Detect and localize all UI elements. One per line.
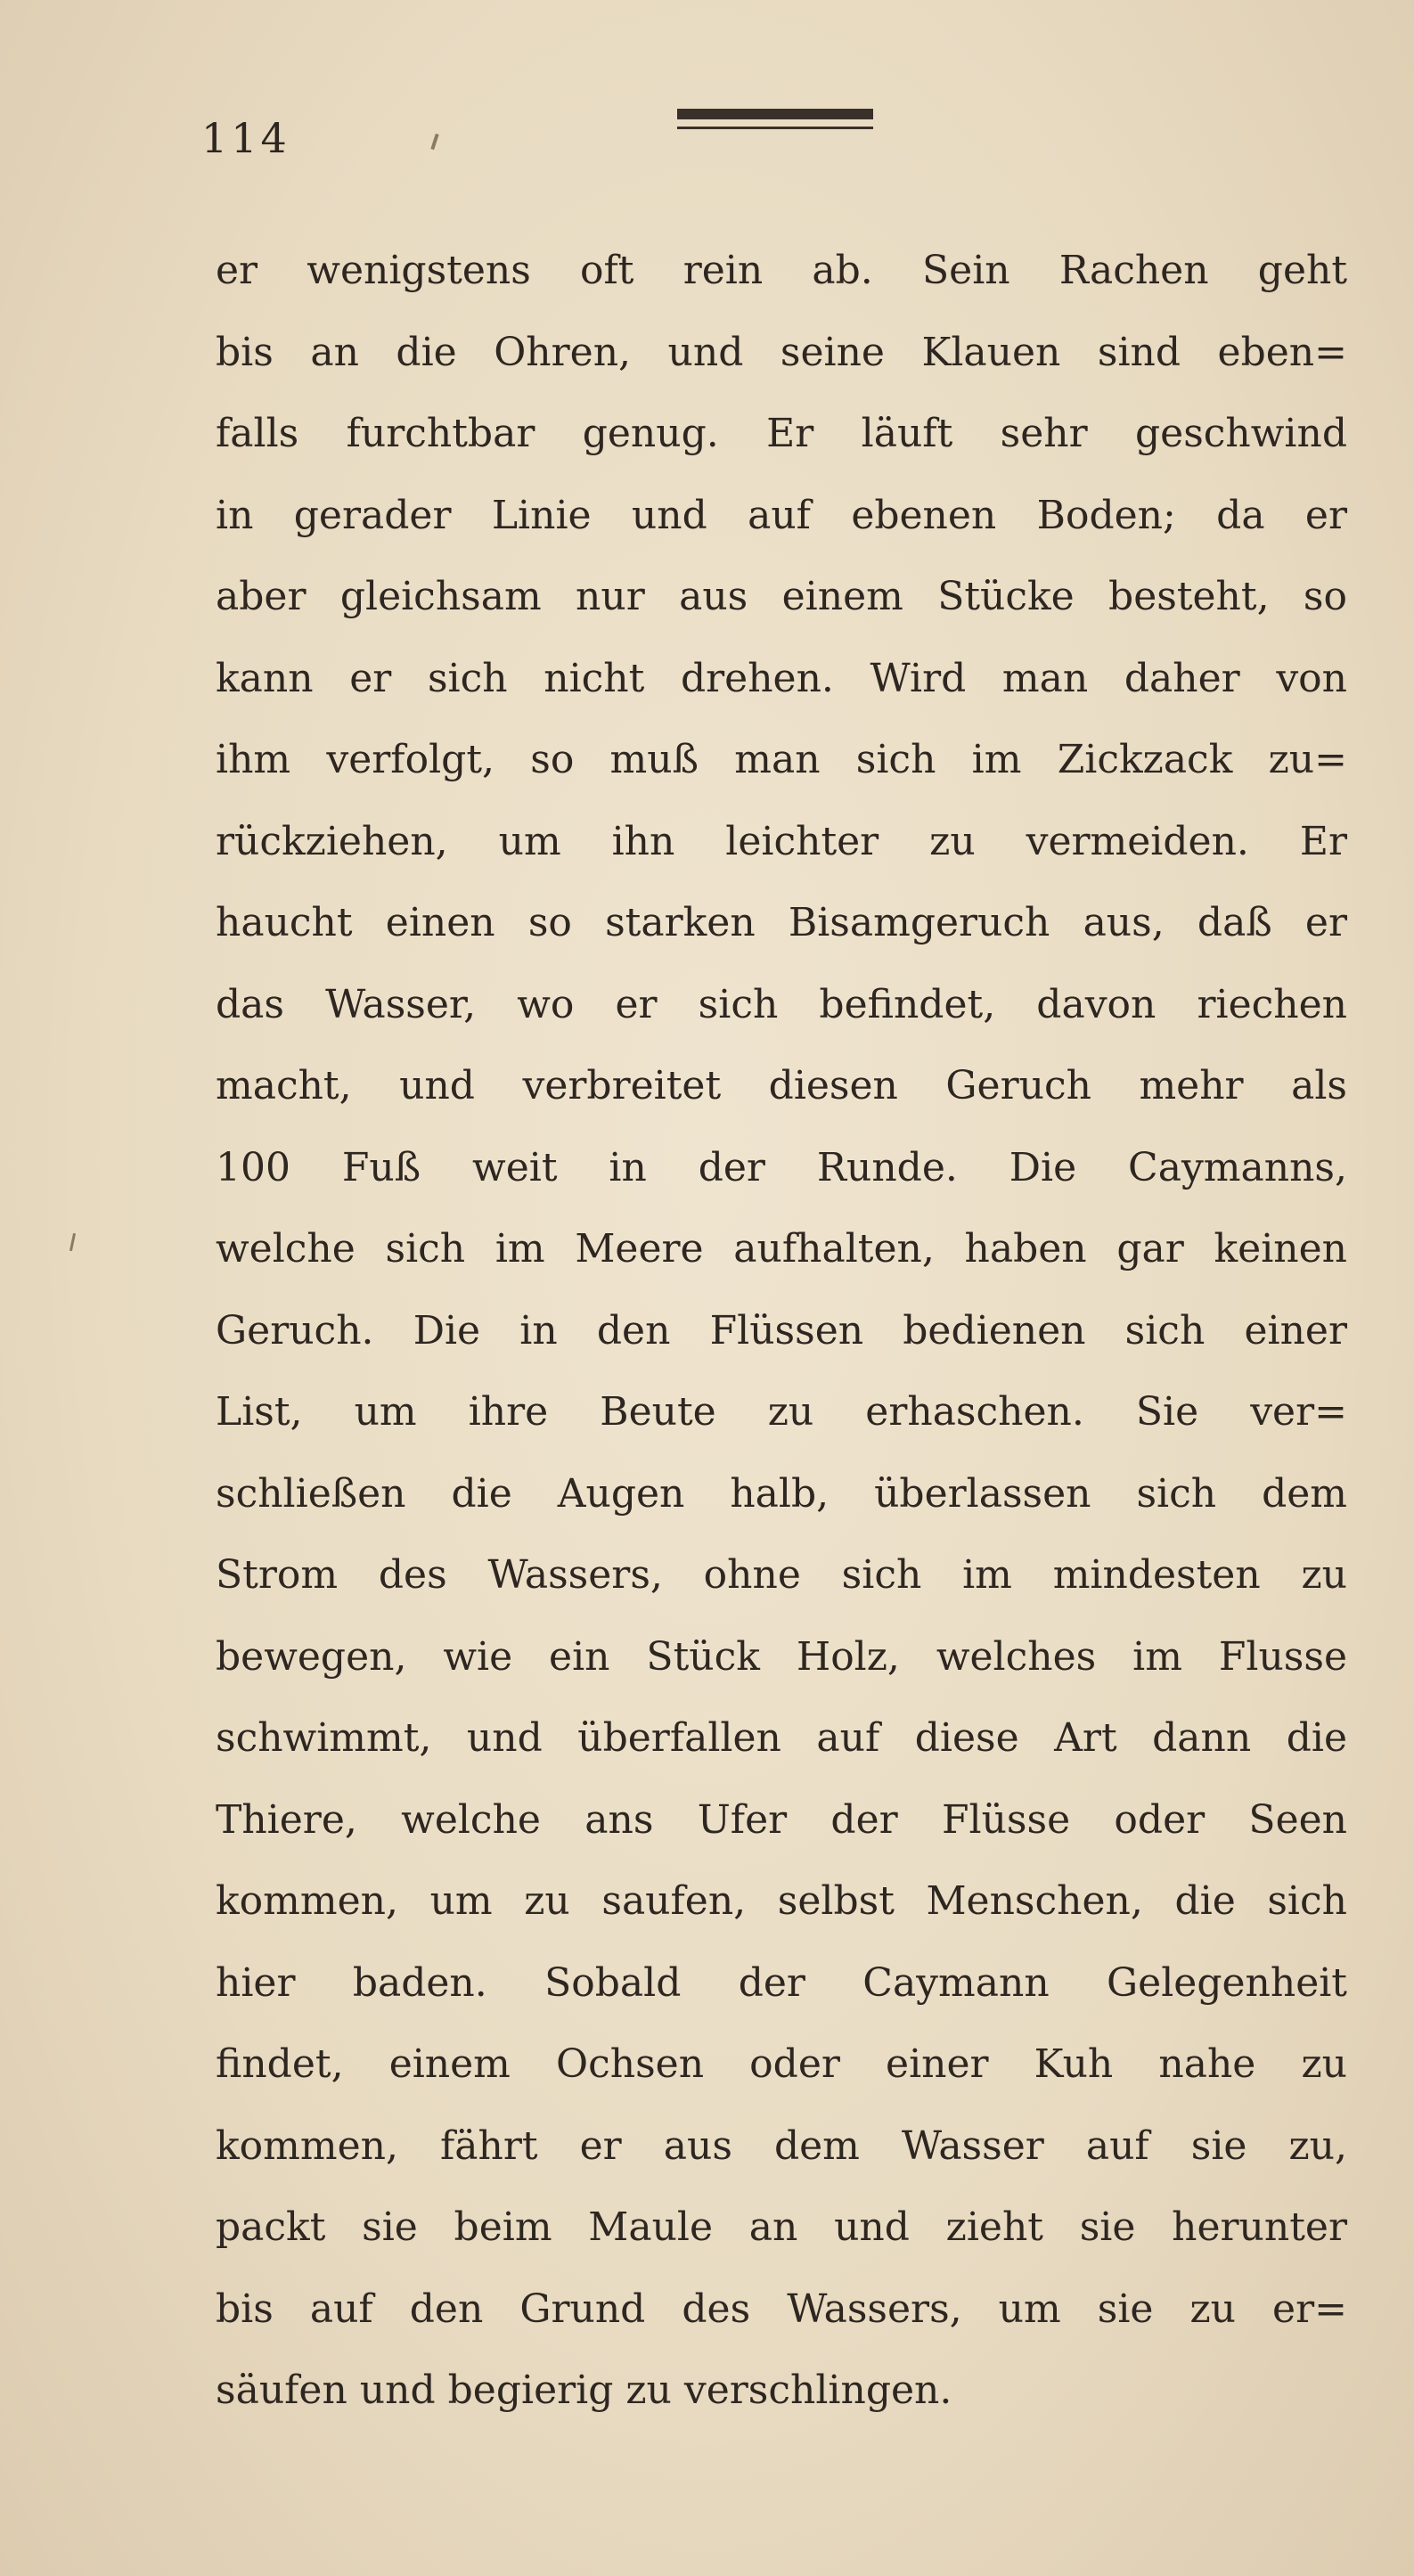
text-line: Strom des Wassers, ohne sich im mindesten zu <box>216 1552 1347 1598</box>
text-line: bewegen, wie ein Stück Holz, welches im Flusse <box>216 1633 1347 1680</box>
text-line: Thiere, welche ans Ufer der Flüsse oder Seen <box>216 1796 1347 1843</box>
text-line: macht, und verbreitet diesen Geruch mehr als <box>216 1063 1347 1108</box>
text-line: schwimmt, und überfallen auf diese Art dann die <box>216 1715 1347 1761</box>
text-line: er wenigstens oft rein ab. Sein Rachen geht <box>216 248 1347 293</box>
text-line: säufen und begierig zu verschlingen. <box>216 2367 952 2413</box>
text-line: aber gleichsam nur aus einem Stücke besteht, so <box>216 574 1347 619</box>
text-line: findet, einem Ochsen oder einer Kuh nahe zu <box>216 2041 1347 2087</box>
text-line: bis an die Ohren, und seine Klauen sind eben= <box>216 329 1347 375</box>
text-line: falls furchtbar genug. Er läuft sehr geschwind <box>216 411 1347 456</box>
text-line: hier baden. Sobald der Caymann Gelegenheit <box>216 1959 1347 2006</box>
body-text <box>216 230 1347 2432</box>
header-rule <box>677 109 873 135</box>
text-line: in gerader Linie und auf ebenen Boden; da er <box>216 492 1347 538</box>
header-rule-thick <box>677 109 873 119</box>
text-line: schließen die Augen halb, überlassen sich dem <box>216 1470 1347 1517</box>
text-line: List, um ihre Beute zu erhaschen. Sie ver= <box>216 1389 1347 1435</box>
text-line: rückziehen, um ihn leichter zu vermeiden. Er <box>216 818 1347 864</box>
text-line: kommen, fährt er aus dem Wasser auf sie zu, <box>216 2122 1347 2169</box>
text-line: bis auf den Grund des Wassers, um sie zu er= <box>216 2286 1347 2332</box>
ink-speck <box>69 1233 76 1251</box>
text-line: haucht einen so starken Bisamgeruch aus, daß er <box>216 900 1347 945</box>
ink-speck <box>430 134 438 150</box>
text-line: ihm verfolgt, so muß man sich im Zickzack zu= <box>216 737 1347 782</box>
text-line: Geruch. Die in den Flüssen bedienen sich einer <box>216 1307 1347 1353</box>
text-line: 100 Fuß weit in der Runde. Die Caymanns, <box>216 1144 1347 1190</box>
header-rule-thin <box>677 127 873 129</box>
text-line: packt sie beim Maule an und zieht sie herunter <box>216 2204 1347 2250</box>
text-line: kommen, um zu saufen, selbst Menschen, die sich <box>216 1878 1347 1924</box>
page-number: 114 <box>201 114 290 162</box>
text-line: kann er sich nicht drehen. Wird man daher von <box>216 655 1347 701</box>
text-line: das Wasser, wo er sich befindet, davon riechen <box>216 981 1347 1027</box>
text-line: welche sich im Meere aufhalten, haben gar keinen <box>216 1226 1347 1272</box>
